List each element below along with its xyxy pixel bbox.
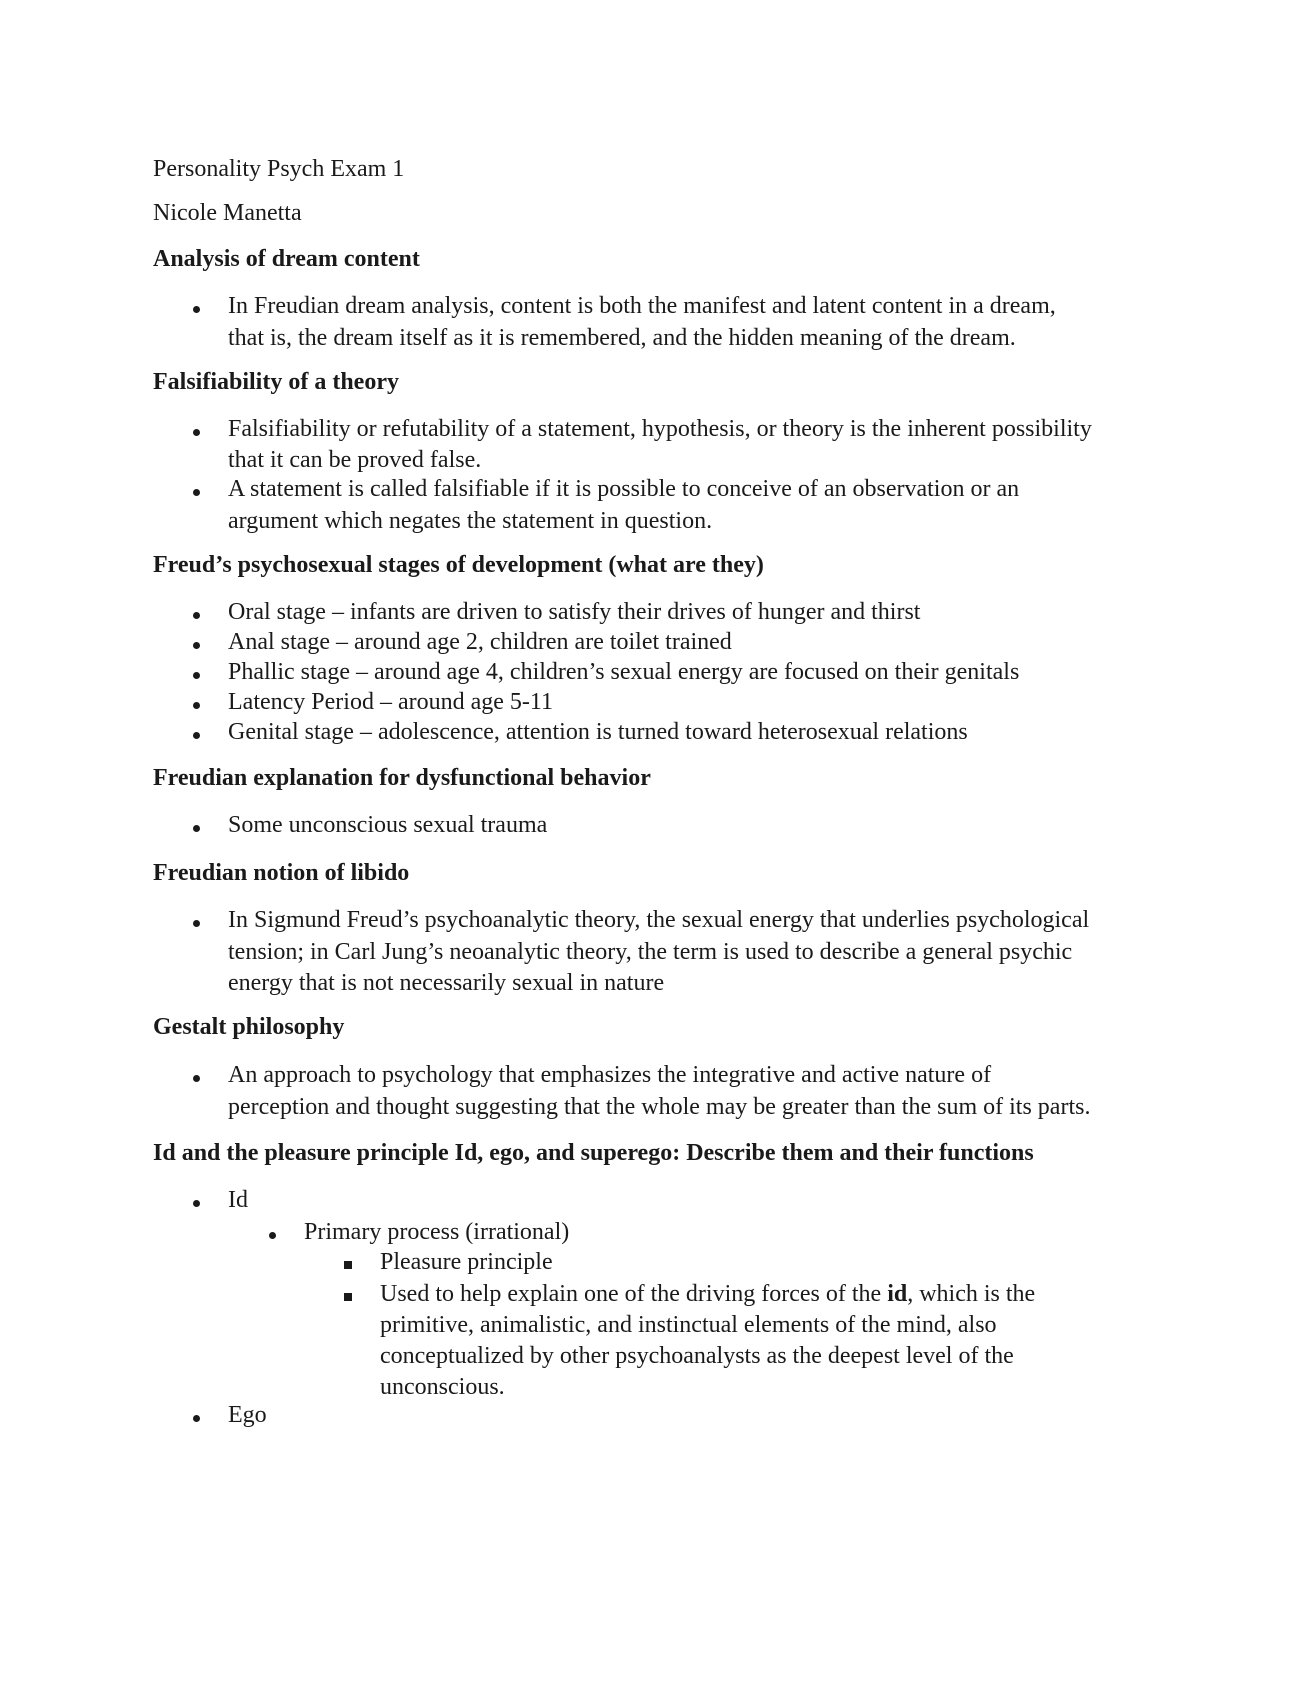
list-item-text: Some unconscious sexual trauma [228, 812, 548, 838]
list-item-text [380, 1278, 1100, 1310]
bullet-square-icon [338, 1278, 358, 1310]
section-heading-falsifiability: Falsifiability of a theory [153, 369, 399, 395]
bullet-dot-icon [186, 413, 206, 445]
bullet-dot-icon [186, 290, 206, 322]
bullet-dot-icon [186, 473, 206, 505]
author-name: Nicole Manetta [153, 200, 302, 226]
list-item-text: Genital stage – adolescence, attention is turned toward heterosexual relations [228, 719, 968, 745]
list-item-text: Latency Period – around age 5-11 [228, 689, 553, 715]
list-item-text: Phallic stage – around age 4, children’s sexual energy are focused on their genitals [228, 659, 1020, 685]
list-item-text: tension; in Carl Jung’s neoanalytic theory, the term is used to describe a general psychic [228, 939, 1073, 965]
section-heading-dysfunctional-behavior: Freudian explanation for dysfunctional behavior [153, 765, 651, 791]
bold-term: id [887, 1281, 908, 1307]
list-item-text: Falsifiability or refutability of a statement, hypothesis, or theory is the inherent possibility [228, 416, 1092, 442]
list-item-text: energy that is not necessarily sexual in nature [228, 970, 665, 996]
bullet-dot-icon [186, 626, 206, 658]
bullet-square-icon [338, 1246, 358, 1278]
list-item-text: unconscious. [380, 1374, 505, 1400]
section-heading-psychosexual-stages: Freud’s psychosexual stages of development (what are they) [153, 552, 764, 578]
document-title: Personality Psych Exam 1 [153, 156, 405, 182]
section-heading-gestalt: Gestalt philosophy [153, 1014, 345, 1040]
list-item-text: In Freudian dream analysis, content is both the manifest and latent content in a dream, [228, 293, 1056, 319]
list-item-text: An approach to psychology that emphasizes the integrative and active nature of [228, 1062, 992, 1088]
section-heading-dream-content: Analysis of dream content [153, 246, 420, 272]
bullet-dot-icon [262, 1216, 282, 1248]
bullet-dot-icon [186, 904, 206, 936]
list-item-text: that it can be proved false. [228, 447, 482, 473]
list-item-text: primitive, animalistic, and instinctual elements of the mind, also [380, 1312, 997, 1338]
list-item-text: Id [228, 1187, 248, 1213]
list-item-text: that is, the dream itself as it is remembered, and the hidden meaning of the dream. [228, 325, 1016, 351]
bullet-dot-icon [186, 596, 206, 628]
bullet-dot-icon [186, 1399, 206, 1431]
list-item-text: A statement is called falsifiable if it is possible to conceive of an observation or an [228, 476, 1020, 502]
bullet-dot-icon [186, 686, 206, 718]
list-item-text: Primary process (irrational) [304, 1219, 570, 1245]
list-item-text: Ego [228, 1402, 267, 1428]
bullet-dot-icon [186, 1059, 206, 1091]
list-item-text: perception and thought suggesting that the whole may be greater than the sum of its parts. [228, 1094, 1091, 1120]
bullet-dot-icon [186, 716, 206, 748]
section-heading-id-ego-superego: Id and the pleasure principle Id, ego, and superego: Describe them and their functions [153, 1140, 1034, 1166]
list-item-text: conceptualized by other psychoanalysts as the deepest level of the [380, 1343, 1014, 1369]
list-item-text: Anal stage – around age 2, children are toilet trained [228, 629, 732, 655]
bullet-dot-icon [186, 656, 206, 688]
list-item-text: In Sigmund Freud’s psychoanalytic theory, the sexual energy that underlies psychological [228, 907, 1090, 933]
list-item-text: argument which negates the statement in question. [228, 508, 713, 534]
bullet-dot-icon [186, 1184, 206, 1216]
bullet-dot-icon [186, 809, 206, 841]
text-segment: , which is the [907, 1281, 1036, 1307]
list-item-text: Pleasure principle [380, 1249, 553, 1275]
list-item-text: Oral stage – infants are driven to satisfy their drives of hunger and thirst [228, 599, 921, 625]
section-heading-libido: Freudian notion of libido [153, 860, 410, 886]
text-segment: Used to help explain one of the driving forces of the [380, 1281, 888, 1307]
